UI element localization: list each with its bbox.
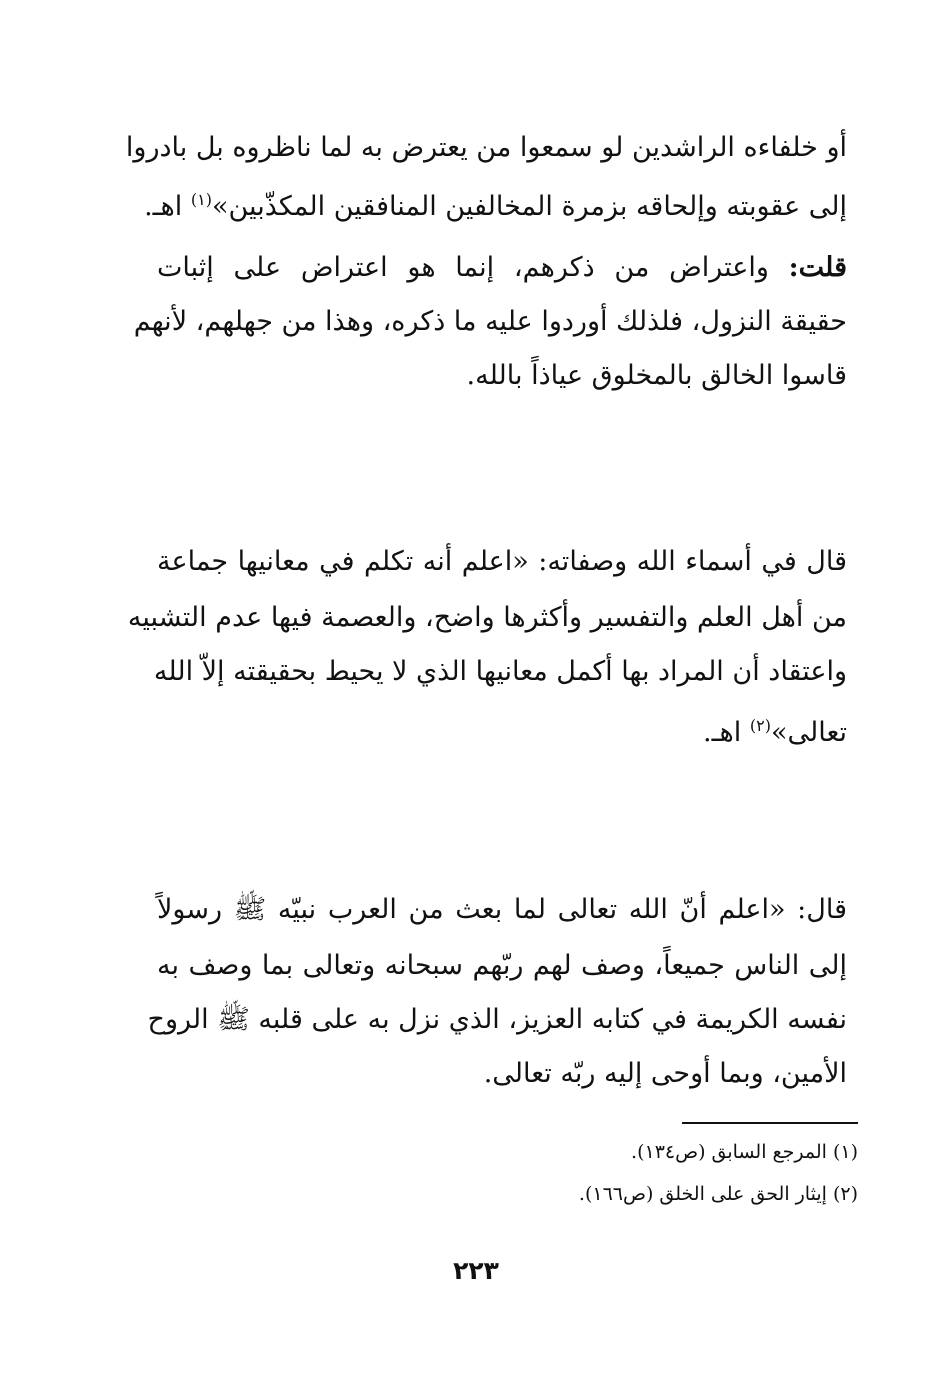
text-line: واعتقاد أن المراد بها أكمل معانيها الذي لا يحيط بحقيقته إلاّ الله xyxy=(153,656,847,687)
footnote-ref: (٢) xyxy=(749,716,771,735)
footnote-ref: (١) xyxy=(190,190,212,209)
text-line: إلى عقوبته وإلحاقه بزمرة المخالفين المنافقين المكذّبين»$^{(١)}$ اهـ. xyxy=(144,190,847,222)
text-line: نفسه الكريمة في كتابه العزيز، الذي نزل به على قلبه ﷺ الروح xyxy=(147,1004,847,1035)
text-line: أو خلفاءه الراشدين لو سمعوا من يعترض به لما ناظروه بل بادروا xyxy=(125,132,847,163)
lead-word: قلت: xyxy=(788,252,847,283)
text-line: قاسوا الخالق بالمخلوق عياذاً بالله. xyxy=(466,360,847,391)
text-line: حقيقة النزول، فلذلك أوردوا عليه ما ذكره، وهذا من جهلهم، لأنهم xyxy=(133,306,847,337)
footnote: (١) المرجع السابق (ص١٣٤). xyxy=(631,1141,858,1163)
text-line: من أهل العلم والتفسير وأكثرها واضح، والعصمة فيها عدم التشبيه xyxy=(127,602,847,633)
text-line: قال: «اعلم أنّ الله تعالى لما بعث من العرب نبيّه ﷺ رسولاً xyxy=(157,894,847,925)
text-line: قال في أسماء الله وصفاته: «اعلم أنه تكلم في معانيها جماعة xyxy=(157,546,847,577)
footnote-divider xyxy=(682,1122,858,1124)
footnote: (٢) إيثار الحق على الخلق (ص١٦٦). xyxy=(578,1183,858,1205)
text-line: إلى الناس جميعاً، وصف لهم ربّهم سبحانه وتعالى بما وصف به xyxy=(157,950,847,981)
text-line: تعالى»$^{(٢)}$ اهـ. xyxy=(703,716,847,748)
page-number: ٢٢٣ xyxy=(453,1256,499,1285)
text-line: الأمين، وبما أوحى إليه ربّه تعالى. xyxy=(483,1058,847,1089)
text-line: قلت: واعتراض من ذكرهم، إنما هو اعتراض على إثبات xyxy=(157,252,847,283)
